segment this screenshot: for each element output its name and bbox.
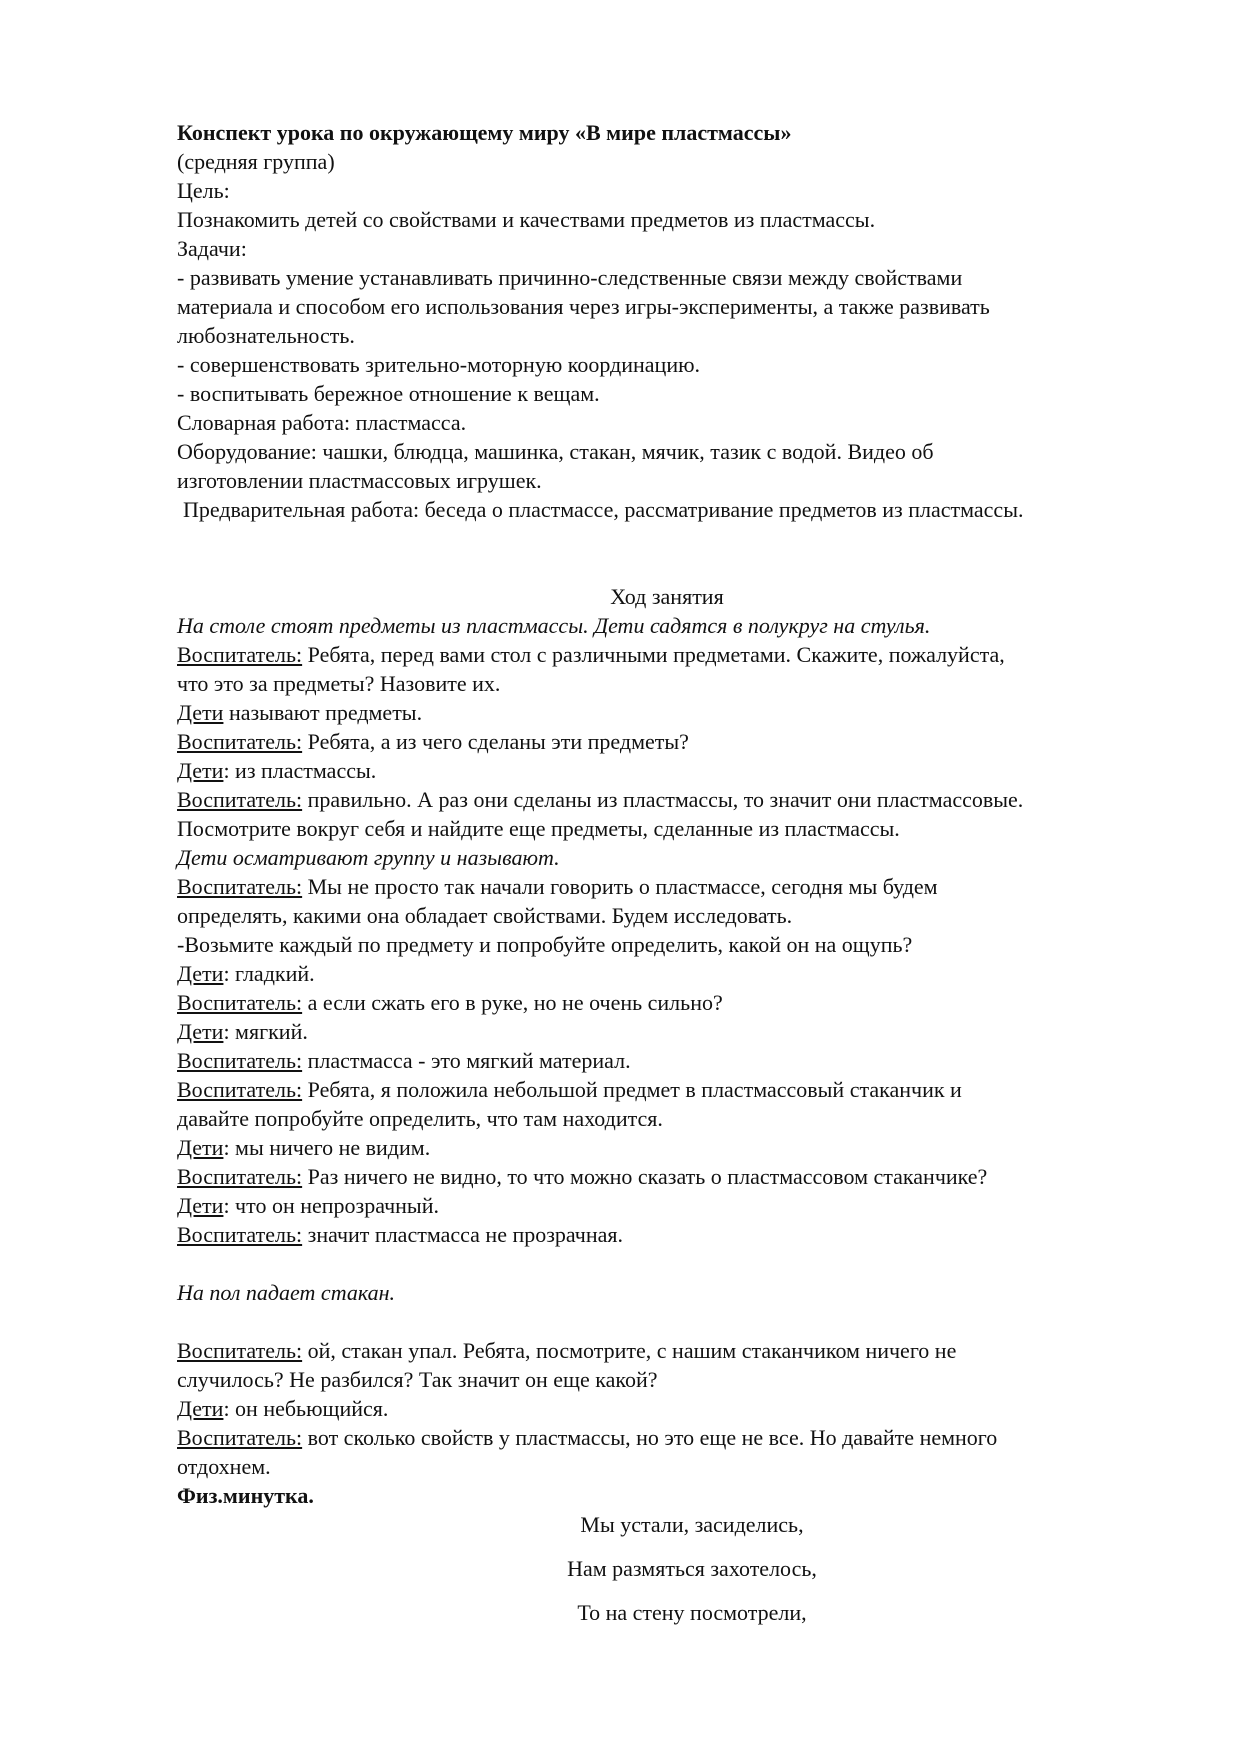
dialogue-line: определять, какими она обладает свойствами. Будем исследовать. [177, 903, 793, 928]
dialogue-line: Дети называют предметы. [177, 700, 423, 725]
speaker-children: Дети [177, 1193, 224, 1218]
speaker-teacher: Воспитатель: [177, 1164, 303, 1189]
speaker-children: Дети [177, 758, 224, 783]
dialogue-line: Воспитатель: Раз ничего не видно, то что можно сказать о пластмассовом стаканчике? [177, 1164, 988, 1189]
document-page [177, 118, 1157, 1642]
dialogue-line: Воспитатель: вот сколько свойств у пластмассы, но это еще не все. Но давайте немного [177, 1425, 998, 1450]
vocabulary-work: Словарная работа: пластмасса. [177, 410, 467, 435]
speaker-teacher: Воспитатель: [177, 729, 303, 754]
dialogue-line: Воспитатель: Мы не просто так начали говорить о пластмассе, сегодня мы будем [177, 874, 938, 899]
task-1-line-1: - развивать умение устанавливать причинно-следственные связи между свойствами [177, 265, 963, 290]
task-3: - воспитывать бережное отношение к вещам. [177, 381, 600, 406]
stage-direction: На столе стоят предметы из пластмассы. Дети садятся в полукруг на стулья. [177, 613, 931, 638]
dialogue-line: отдохнем. [177, 1454, 271, 1479]
dialogue-line: Дети: что он непрозрачный. [177, 1193, 439, 1218]
stage-direction: На пол падает стакан. [177, 1280, 396, 1305]
dialogue-line: Дети: гладкий. [177, 961, 315, 986]
dialogue-line: -Возьмите каждый по предмету и попробуйте определить, какой он на ощупь? [177, 932, 913, 957]
section-title: Ход занятия [610, 584, 724, 609]
task-1-line-2: материала и способом его использования через игры-эксперименты, а также развивать [177, 294, 990, 319]
doc-title: Конспект урока по окружающему миру «В мире пластмассы» [177, 120, 792, 145]
poem-line: Нам размяться захотелось, [567, 1556, 817, 1581]
task-1-line-3: любознательность. [177, 323, 355, 348]
speaker-children: Дети [177, 700, 224, 725]
tasks-label: Задачи: [177, 236, 247, 261]
fizminutka-heading: Физ.минутка. [177, 1483, 314, 1508]
speaker-children: Дети [177, 1396, 224, 1421]
preliminary-work: Предварительная работа: беседа о пластмассе, рассматривание предметов из пластмассы. [183, 497, 1024, 522]
speaker-teacher: Воспитатель: [177, 1048, 303, 1073]
speaker-teacher: Воспитатель: [177, 1077, 303, 1102]
dialogue-line: Воспитатель: пластмасса - это мягкий материал. [177, 1048, 631, 1073]
speaker-children: Дети [177, 1135, 224, 1160]
speaker-teacher: Воспитатель: [177, 642, 303, 667]
poem [177, 1510, 1157, 1627]
goal-text: Познакомить детей со свойствами и качествами предметов из пластмассы. [177, 207, 876, 232]
dialogue-line: Дети: мягкий. [177, 1019, 308, 1044]
dialogue-line: Воспитатель: Ребята, а из чего сделаны эти предметы? [177, 729, 689, 754]
dialogue-line: Воспитатель: а если сжать его в руке, но не очень сильно? [177, 990, 723, 1015]
dialogue-line: Дети: из пластмассы. [177, 758, 377, 783]
task-2: - совершенствовать зрительно-моторную координацию. [177, 352, 701, 377]
poem-line: То на стену посмотрели, [577, 1600, 807, 1625]
goal-label: Цель: [177, 178, 230, 203]
speaker-teacher: Воспитатель: [177, 1222, 303, 1247]
dialogue-line: Воспитатель: Ребята, перед вами стол с различными предметами. Скажите, пожалуйста, [177, 642, 1005, 667]
speaker-teacher: Воспитатель: [177, 787, 303, 812]
dialogue-line: случилось? Не разбился? Так значит он еще какой? [177, 1367, 658, 1392]
speaker-children: Дети [177, 961, 224, 986]
dialogue-line: Дети: мы ничего не видим. [177, 1135, 431, 1160]
equipment-line-2: изготовлении пластмассовых игрушек. [177, 468, 542, 493]
speaker-teacher: Воспитатель: [177, 990, 303, 1015]
stage-direction: Дети осматривают группу и называют. [177, 845, 560, 870]
dialogue-line: Дети: он небьющийся. [177, 1396, 389, 1421]
dialogue-line: Воспитатель: Ребята, я положила небольшой предмет в пластмассовый стаканчик и [177, 1077, 962, 1102]
equipment-line-1: Оборудование: чашки, блюдца, машинка, стакан, мячик, тазик с водой. Видео об [177, 439, 934, 464]
dialogue-line: Воспитатель: значит пластмасса не прозрачная. [177, 1222, 624, 1247]
group-label: (средняя группа) [177, 149, 335, 174]
speaker-teacher: Воспитатель: [177, 874, 303, 899]
speaker-children: Дети [177, 1019, 224, 1044]
speaker-teacher: Воспитатель: [177, 1425, 303, 1450]
dialogue-line: Посмотрите вокруг себя и найдите еще предметы, сделанные из пластмассы. [177, 816, 900, 841]
poem-line: Мы устали, засиделись, [580, 1512, 804, 1537]
dialogue-line: давайте попробуйте определить, что там находится. [177, 1106, 663, 1131]
dialogue-line: Воспитатель: правильно. А раз они сделаны из пластмассы, то значит они пластмассовые. [177, 787, 1024, 812]
dialogue-line: Воспитатель: ой, стакан упал. Ребята, посмотрите, с нашим стаканчиком ничего не [177, 1338, 957, 1363]
speaker-teacher: Воспитатель: [177, 1338, 303, 1363]
dialogue-line: что это за предметы? Назовите их. [177, 671, 501, 696]
